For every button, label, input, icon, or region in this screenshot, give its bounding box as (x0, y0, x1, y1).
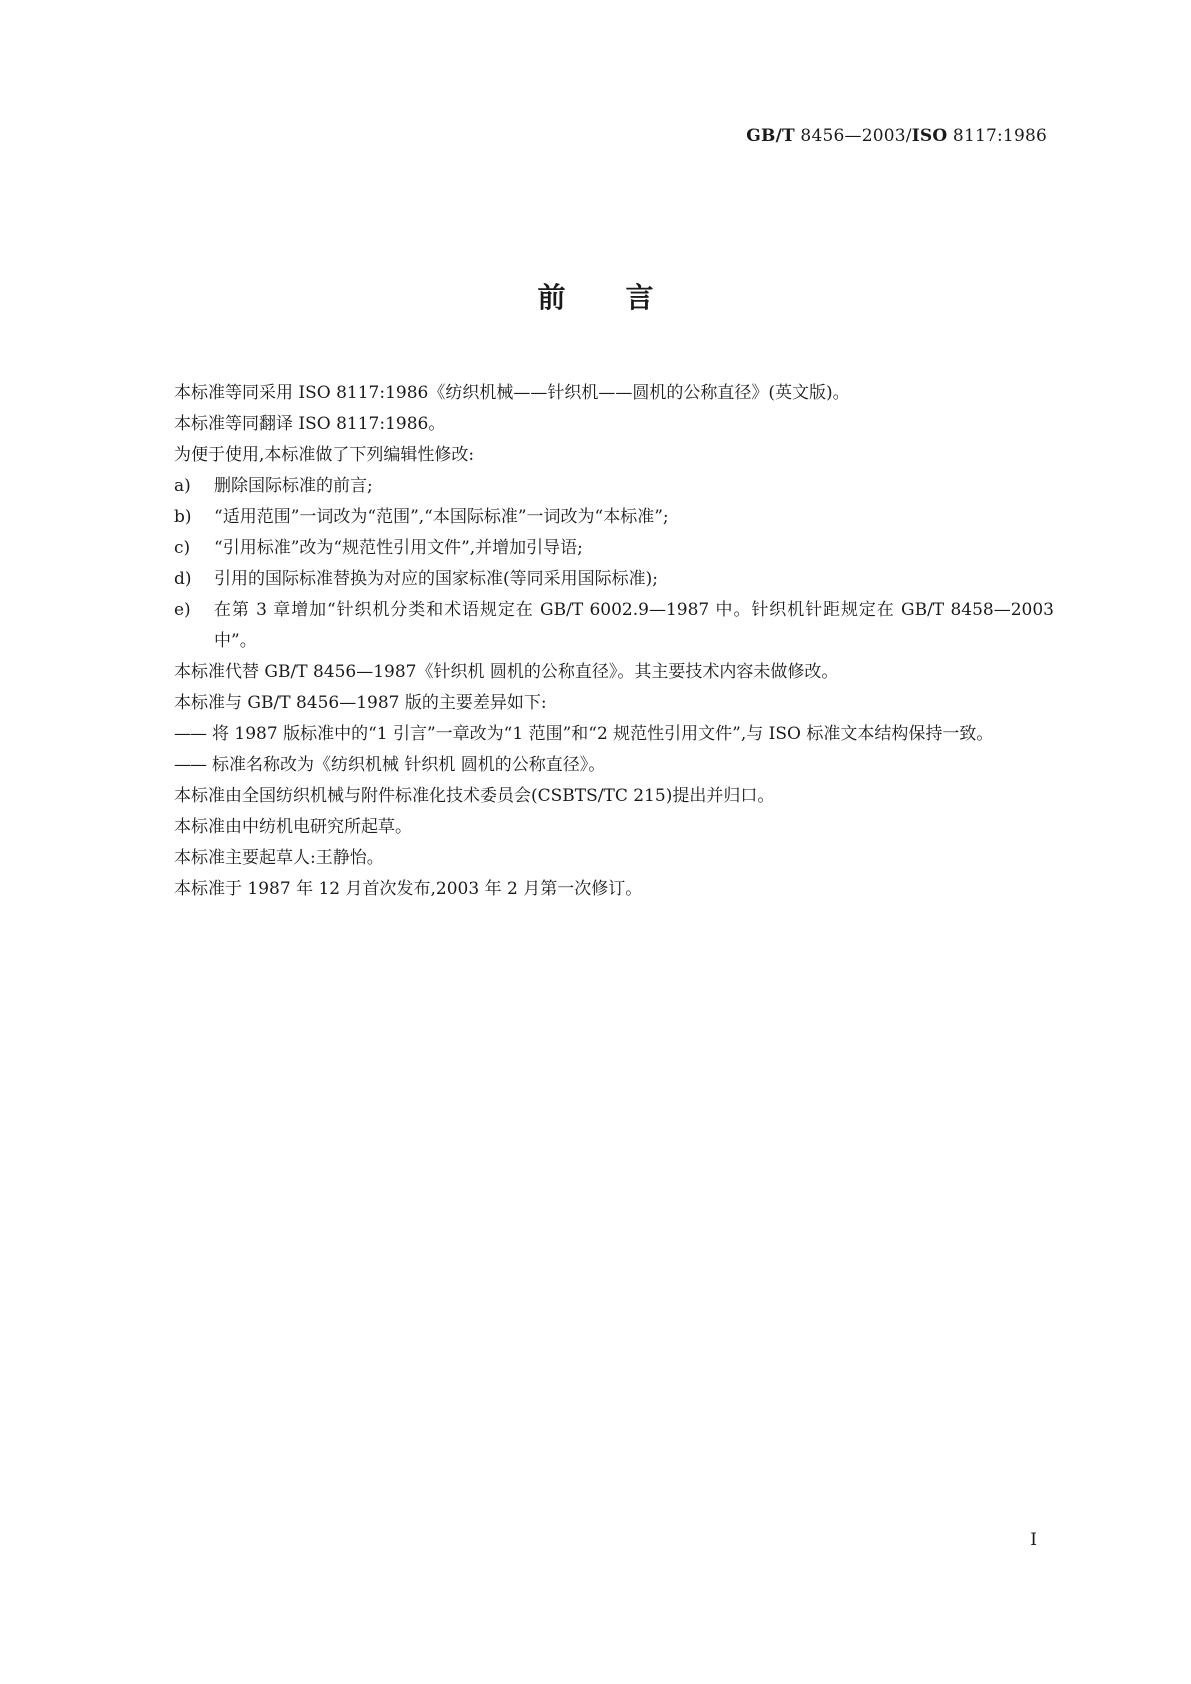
standard-code-gbt: GB/T (746, 126, 795, 146)
list-item-text: “适用范围”一词改为“范围”,“本国际标准”一词改为“本标准”; (214, 507, 669, 527)
page-number: I (1030, 1530, 1037, 1550)
paragraph-adoption: 本标准等同采用 ISO 8117:1986《纺织机械——针织机——圆机的公称直径》(英文版)。 (174, 383, 850, 403)
standard-code-iso-number: 8117:1986 (947, 126, 1047, 146)
list-item (174, 564, 1054, 595)
list-item (174, 471, 1054, 502)
paragraph-edits-intro: 为便于使用,本标准做了下列编辑性修改: (174, 445, 475, 465)
list-item (174, 533, 1054, 564)
list-item-text: 在第 3 章增加“针织机分类和术语规定在 GB/T 6002.9—1987 中。针织机针距规定在 GB/T 8458—2003 中”。 (214, 600, 1054, 651)
paragraph-main-drafter: 本标准主要起草人:王静怡。 (174, 848, 384, 868)
list-item-text: “引用标准”改为“规范性引用文件”,并增加引导语; (214, 538, 583, 558)
list-item (174, 595, 1054, 657)
standard-code-iso: ISO (911, 126, 948, 146)
list-item-text: 删除国际标准的前言; (214, 476, 373, 496)
standard-code-number: 8456—2003/ (794, 126, 912, 146)
list-item-marker: b) (174, 507, 192, 527)
list-item (174, 502, 1054, 533)
paragraph-history: 本标准于 1987 年 12 月首次发布,2003 年 2 月第一次修订。 (174, 879, 643, 899)
paragraph-translation: 本标准等同翻译 ISO 8117:1986。 (174, 414, 446, 434)
list-item-marker: d) (174, 569, 192, 589)
dash-marker: —— (174, 755, 206, 775)
paragraph-differences-intro: 本标准与 GB/T 8456—1987 版的主要差异如下: (174, 693, 547, 713)
foreword-body (174, 378, 1054, 905)
dash-list-item (174, 750, 1054, 781)
paragraph-drafter-org: 本标准由中纺机电研究所起草。 (174, 817, 412, 837)
dash-list-item (174, 719, 1054, 750)
list-item-text: 引用的国际标准替换为对应的国家标准(等同采用国际标准); (214, 569, 658, 589)
paragraph-proposer: 本标准由全国纺织机械与附件标准化技术委员会(CSBTS/TC 215)提出并归口。 (174, 786, 775, 806)
list-item-marker: c) (174, 538, 191, 558)
dash-marker: —— (174, 724, 206, 744)
standard-code (746, 126, 1047, 146)
page-title: 前言 (537, 281, 714, 314)
paragraph-replaces: 本标准代替 GB/T 8456—1987《针织机 圆机的公称直径》。其主要技术内容未做修改。 (174, 662, 839, 682)
dash-list-text: 将 1987 版标准中的“1 引言”一章改为“1 范围”和“2 规范性引用文件”,与 ISO 标准文本结构保持一致。 (212, 724, 994, 744)
dash-list-text: 标准名称改为《纺织机械 针织机 圆机的公称直径》。 (212, 755, 606, 775)
list-item-marker: a) (174, 476, 191, 496)
list-item-marker: e) (174, 600, 191, 620)
